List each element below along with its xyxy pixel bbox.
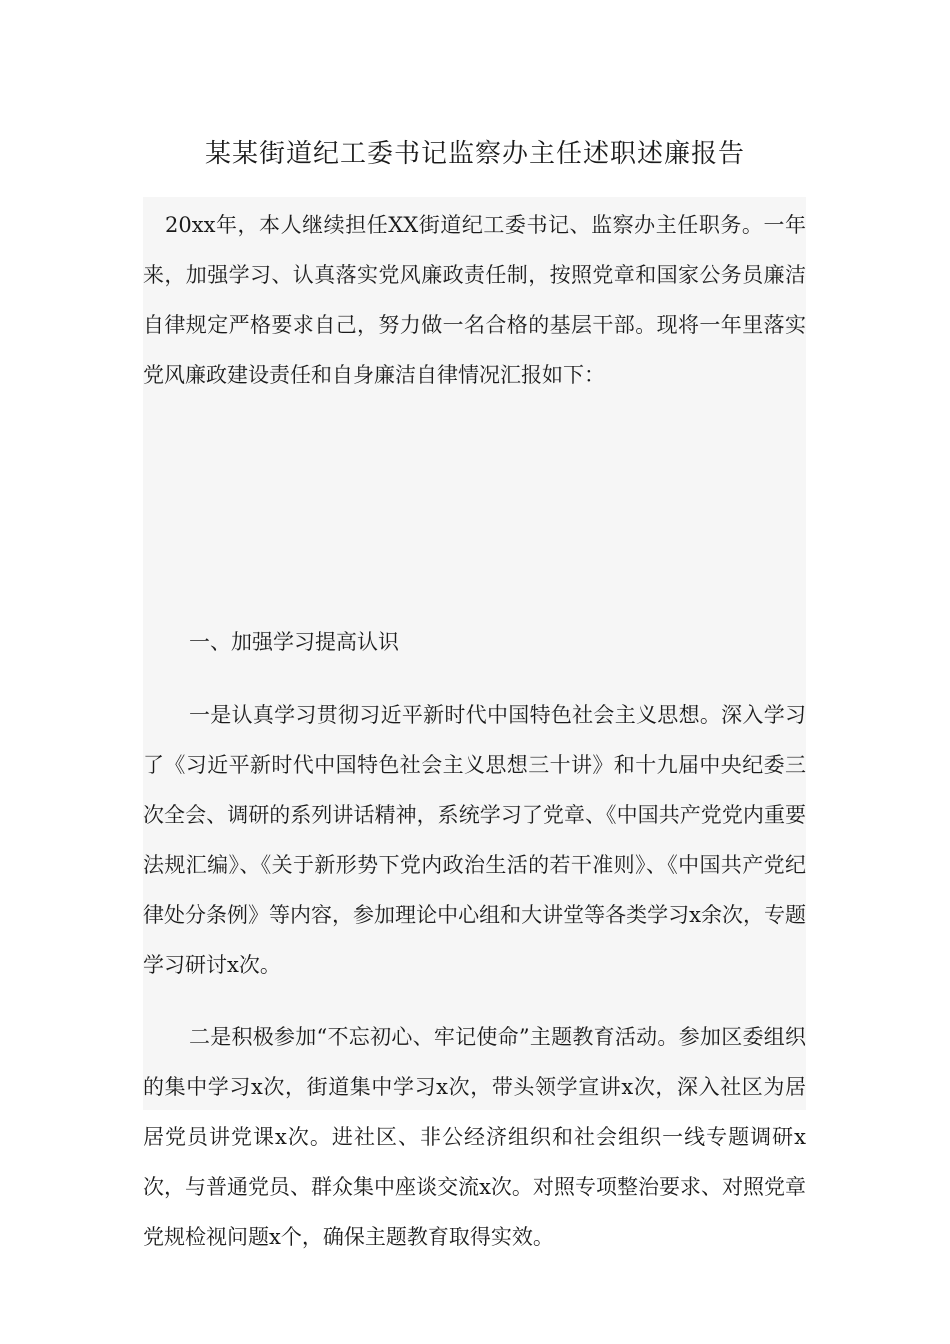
section-heading: 一、加强学习提高认识 [189,630,399,654]
document-body [143,197,806,1249]
document-title: 某某街道纪工委书记监察办主任述职述廉报告 [204,139,745,169]
education-item-paragraph: 二是积极参加“不忘初心、牢记使命”主题教育活动。参加区委组织的集中学习x次，街道集中学习x次，带头领学宣讲x次，深入社区为居居党员讲党课x次。进社区、非公经济组织和社会组织一线专题调研x次，与普通党员、群众集中座谈交流x次。对照专项整治要求、对照党章党规检视问题x个，确保主题教育取得实效。 [143,1025,806,1249]
study-item-paragraph: 一是认真学习贯彻习近平新时代中国特色社会主义思想。深入学习了《习近平新时代中国特色社会主义思想三十讲》和十九届中央纪委三次全会、调研的系列讲话精神，系统学习了党章、《中国共产党党内重要法规汇编》、《关于新形势下党内政治生活的若干准则》、《中国共产党纪律处分条例》等内容，参加理论中心组和大讲堂等各类学习x余次，专题学习研讨x次。 [143,703,806,977]
intro-paragraph: 20xx年，本人继续担任XX街道纪工委书记、监察办主任职务。一年来，加强学习、认真落实党风廉政责任制，按照党章和国家公务员廉洁自律规定严格要求自己，努力做一名合格的基层干部。现将一年里落实党风廉政建设责任和自身廉洁自律情况汇报如下： [143,213,806,387]
